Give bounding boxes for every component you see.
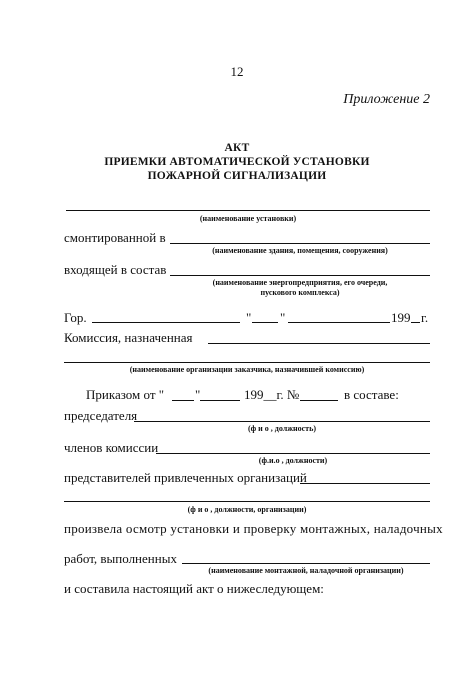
order-day-field[interactable] bbox=[172, 400, 194, 401]
year-g: г. bbox=[421, 310, 429, 325]
members-label: членов комиссии bbox=[64, 440, 159, 455]
city-label: Гор. bbox=[64, 310, 87, 325]
commission-caption: (наименование организации заказчика, назначившей комиссию) bbox=[129, 365, 365, 374]
commission-field-1[interactable] bbox=[208, 343, 430, 344]
order-quote-close: " bbox=[195, 387, 201, 402]
part-of-field[interactable] bbox=[170, 275, 430, 276]
date-quote-close: " bbox=[280, 310, 286, 325]
inspection-text: произвела осмотр установки и проверку монтажных, наладочных bbox=[64, 521, 443, 536]
works-caption: (наименование монтажной, наладочной организации) bbox=[208, 566, 404, 575]
reps-field-1[interactable] bbox=[300, 483, 430, 484]
closing-text: и составила настоящий акт о нижеследующем: bbox=[64, 581, 324, 596]
mounted-label: смонтированной в bbox=[64, 230, 166, 245]
title-line-3: ПОЖАРНОЙ СИГНАЛИЗАЦИИ bbox=[147, 170, 327, 182]
works-label: работ, выполненных bbox=[64, 551, 177, 566]
page-number: 12 bbox=[230, 64, 244, 79]
chairman-field[interactable] bbox=[134, 421, 430, 422]
order-composition: в составе: bbox=[344, 387, 399, 402]
part-of-caption-2: пускового комплекса) bbox=[260, 288, 340, 297]
installation-caption: (наименование установки) bbox=[199, 214, 297, 223]
title-line-1: АКТ bbox=[224, 142, 250, 154]
mounted-field[interactable] bbox=[170, 243, 430, 244]
reps-caption: (ф и о , должности, организации) bbox=[187, 505, 307, 514]
chairman-label: председателя bbox=[64, 408, 138, 423]
order-number-field[interactable] bbox=[300, 400, 338, 401]
city-field[interactable] bbox=[92, 322, 240, 323]
reps-field-2[interactable] bbox=[64, 501, 430, 502]
date-quote-open: " bbox=[246, 310, 252, 325]
part-of-label: входящей в состав bbox=[64, 262, 167, 277]
commission-field-2[interactable] bbox=[64, 362, 430, 363]
mounted-caption: (наименование здания, помещения, сооружения) bbox=[212, 246, 388, 255]
part-of-caption-1: (наименование энергопредприятия, его очереди, bbox=[212, 278, 388, 287]
date-day-field[interactable] bbox=[252, 322, 278, 323]
commission-label: Комиссия, назначенная bbox=[64, 330, 193, 345]
works-field[interactable] bbox=[182, 563, 430, 564]
title-line-2: ПРИЕМКИ АВТОМАТИЧЕСКОЙ УСТАНОВКИ bbox=[104, 156, 370, 168]
year-prefix: 199 bbox=[391, 310, 411, 325]
order-month-field[interactable] bbox=[200, 400, 240, 401]
members-field[interactable] bbox=[156, 453, 430, 454]
order-label: Приказом от " bbox=[86, 387, 165, 402]
reps-label: представителей привлеченных организаций bbox=[64, 470, 307, 485]
year-field[interactable] bbox=[411, 322, 420, 323]
date-month-field[interactable] bbox=[288, 322, 390, 323]
installation-name-field[interactable] bbox=[66, 210, 430, 211]
members-caption: (ф.и.о , должности) bbox=[258, 456, 328, 465]
chairman-caption: (ф и о , должность) bbox=[247, 424, 317, 433]
order-year: 199__г. № bbox=[244, 387, 300, 402]
appendix-label: Приложение 2 bbox=[343, 92, 430, 107]
